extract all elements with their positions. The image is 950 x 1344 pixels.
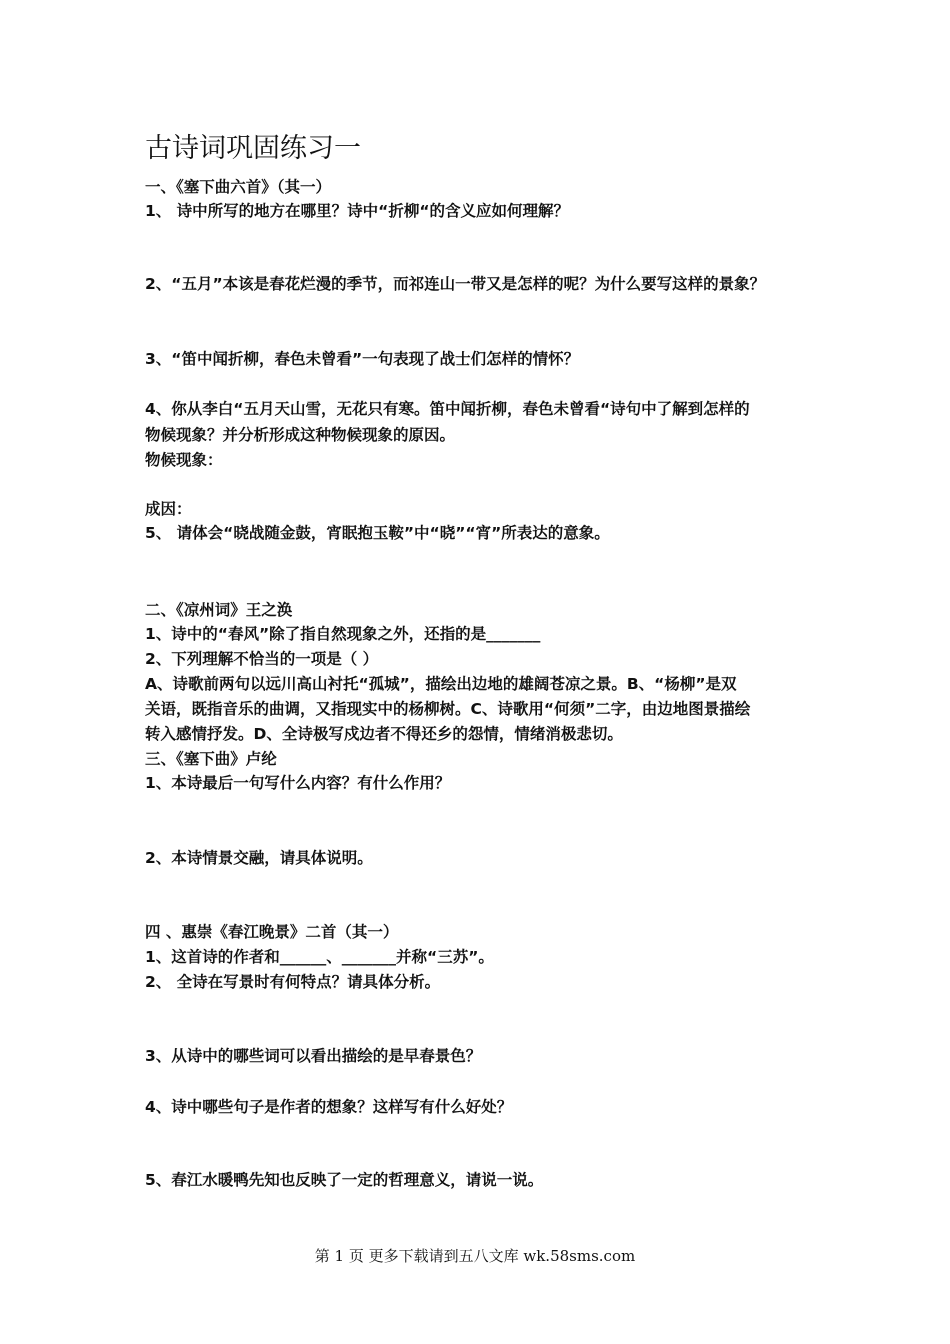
question-1-1: 1、 诗中所写的地方在哪里？诗中“折柳“的含义应如何理解？ bbox=[145, 202, 570, 220]
question-2-2-options-line-2: 关语，既指音乐的曲调，又指现实中的杨柳树。C、诗歌用“何须”二字，由边地图景描绘 bbox=[145, 700, 751, 718]
cause-label: 成因： bbox=[145, 500, 192, 518]
question-1-5: 5、 请体会“晓战随金鼓，宵眠抱玉鞍”中“晓”“宵”所表达的意象。 bbox=[145, 524, 610, 542]
question-4-2: 2、 全诗在写景时有何特点？请具体分析。 bbox=[145, 973, 441, 991]
question-4-5: 5、春江水暖鸭先知也反映了一定的哲理意义，请说一说。 bbox=[145, 1171, 544, 1189]
question-1-4-continued: 物候现象？并分析形成这种物候现象的原因。 bbox=[145, 426, 456, 444]
phenology-label: 物候现象： bbox=[145, 451, 223, 469]
section-1-heading: 一、《塞下曲六首》（其一） bbox=[145, 178, 332, 196]
question-4-3: 3、从诗中的哪些词可以看出描绘的是早春景色？ bbox=[145, 1047, 482, 1065]
question-2-2: 2、下列理解不恰当的一项是（ ） bbox=[145, 650, 379, 668]
question-4-1: 1、这首诗的作者和______、_______并称“三苏”。 bbox=[145, 948, 494, 966]
question-4-4: 4、诗中哪些句子是作者的想象？这样写有什么好处？ bbox=[145, 1098, 513, 1116]
section-3-heading: 三、《塞下曲》卢纶 bbox=[145, 750, 277, 768]
page-footer: 第 1 页 更多下载请到五八文库 wk.58sms.com bbox=[314, 1247, 636, 1265]
question-3-2: 2、本诗情景交融，请具体说明。 bbox=[145, 849, 373, 867]
question-3-1: 1、本诗最后一句写什么内容？有什么作用？ bbox=[145, 774, 451, 792]
question-2-2-options-line-1: A、诗歌前两句以远川高山衬托“孤城”，描绘出边地的雄阔苍凉之景。B、“杨柳”是双 bbox=[145, 675, 737, 693]
question-1-4: 4、你从李白“五月天山雪，无花只有寒。笛中闻折柳，春色未曾看“诗句中了解到怎样的 bbox=[145, 400, 750, 418]
question-1-2: 2、“五月”本该是春花烂漫的季节，而祁连山一带又是怎样的呢？为什么要写这样的景象？ bbox=[145, 275, 766, 293]
document-title: 古诗词巩固练习一 bbox=[145, 133, 361, 164]
question-1-3: 3、“笛中闻折柳，春色未曾看”一句表现了战士们怎样的情怀？ bbox=[145, 350, 580, 368]
question-2-2-options-line-3: 转入感情抒发。D、全诗极写戍边者不得还乡的怨情，情绪消极悲切。 bbox=[145, 725, 623, 743]
section-2-heading: 二、《凉州词》王之涣 bbox=[145, 601, 293, 619]
section-4-heading: 四 、惠崇《春江晚景》二首（其一） bbox=[145, 923, 399, 941]
question-2-1: 1、诗中的“春风”除了指自然现象之外，还指的是_______ bbox=[145, 625, 541, 643]
